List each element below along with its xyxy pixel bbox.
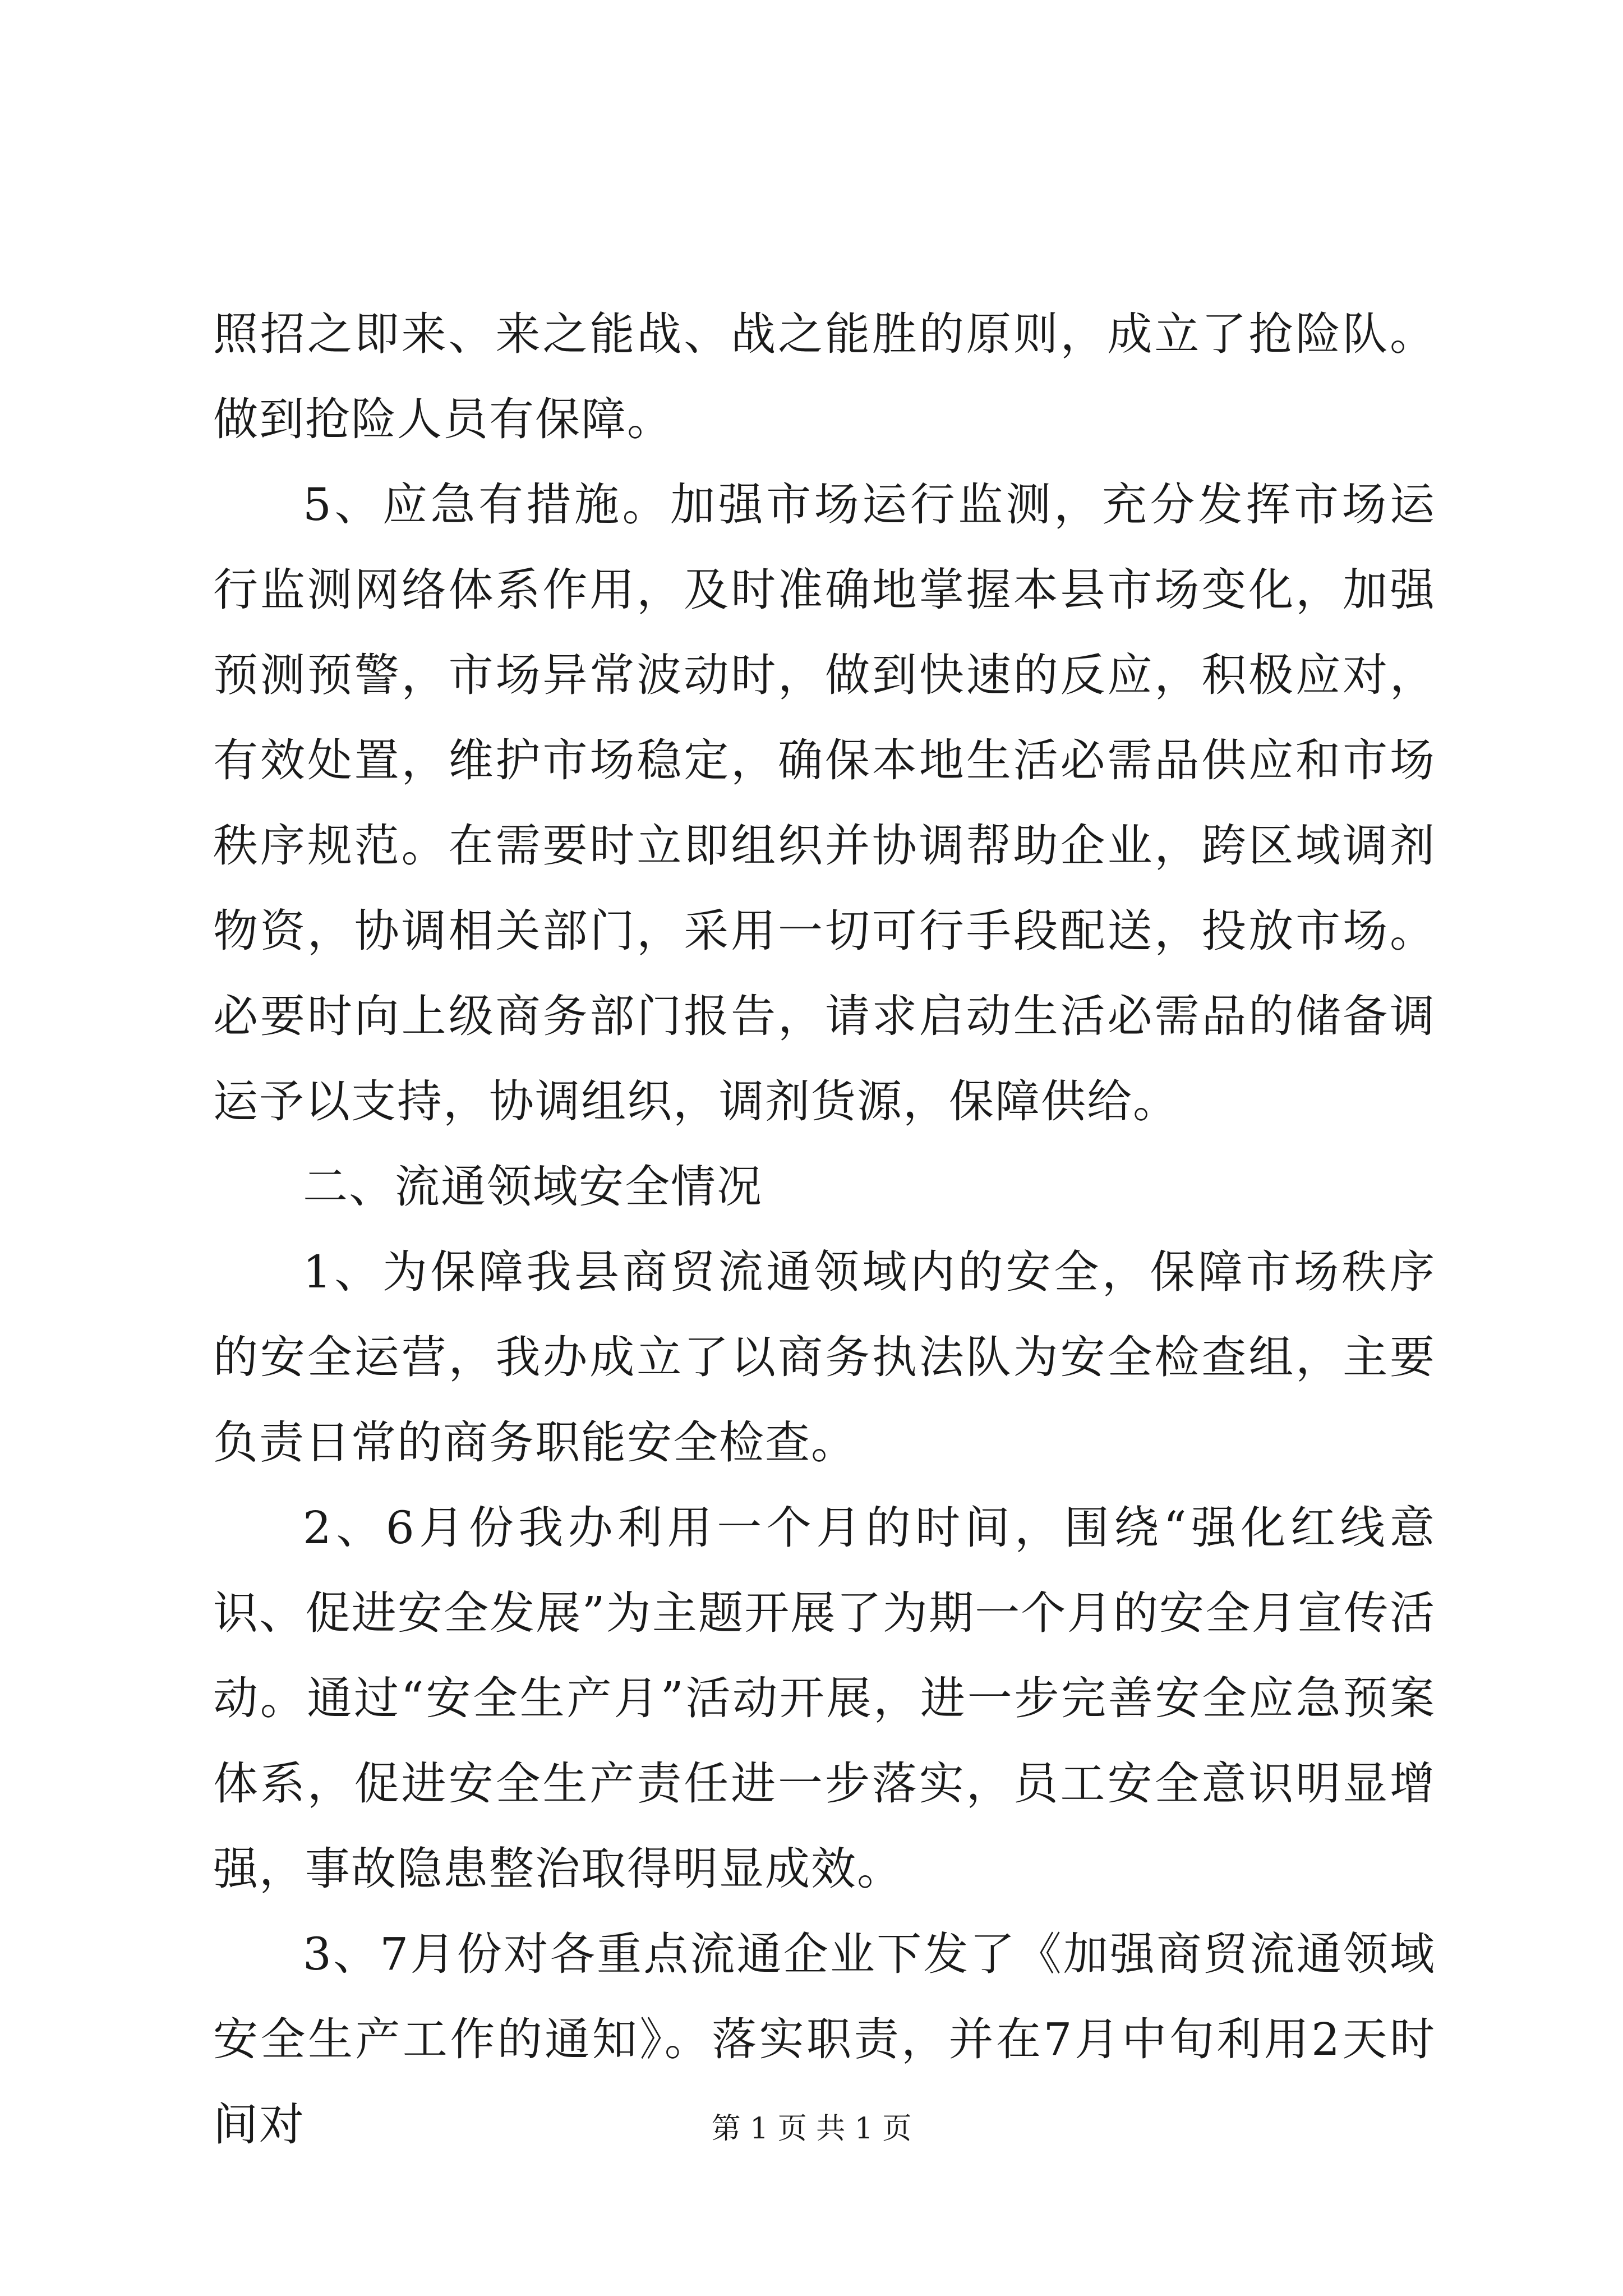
paragraph-continuation: 照招之即来、来之能战、战之能胜的原则，成立了抢险队。做到抢险人员有保障。: [213, 308, 1436, 445]
paragraph-item-5: 5、应急有措施。加强市场运行监测，充分发挥市场运行监测网络体系作用，及时准确地掌握本县市场变化，加强预测预警，市场异常波动时，做到快速的反应，积极应对，有效处置，维护市场稳定，确保本地生活必需品供应和市场秩序规范。在需要时立即组织并协调帮助企业，跨区域调剂物资，协调相关部门，采用一切可行手段配送，投放市场。必要时向上级商务部门报告，请求启动生活必需品的储备调运予以支持，协调组织，调剂货源，保障供给。: [213, 478, 1436, 1128]
paragraph-item-3: 3、7月份对各重点流通企业下发了《加强商贸流通领域安全生产工作的通知》。落实职责，并在7月中旬利用2天时间对: [213, 1928, 1436, 2151]
section-heading-2: 二、流通领域安全情况: [303, 1161, 763, 1213]
page-footer: 第 1 页 共 1 页: [711, 2112, 912, 2146]
document-body: [213, 292, 1436, 2168]
paragraph-item-2: 2、6月份我办利用一个月的时间，围绕“强化红线意识、促进安全发展”为主题开展了为期一个月的安全月宣传活动。通过“安全生产月”活动开展，进一步完善安全应急预案体系，促进安全生产责任进一步落实，员工安全意识明显增强，事故隐患整治取得明显成效。: [213, 1502, 1436, 1895]
paragraph-item-1: 1、为保障我县商贸流通领域内的安全，保障市场秩序的安全运营，我办成立了以商务执法队为安全检查组，主要负责日常的商务职能安全检查。: [213, 1246, 1436, 1469]
